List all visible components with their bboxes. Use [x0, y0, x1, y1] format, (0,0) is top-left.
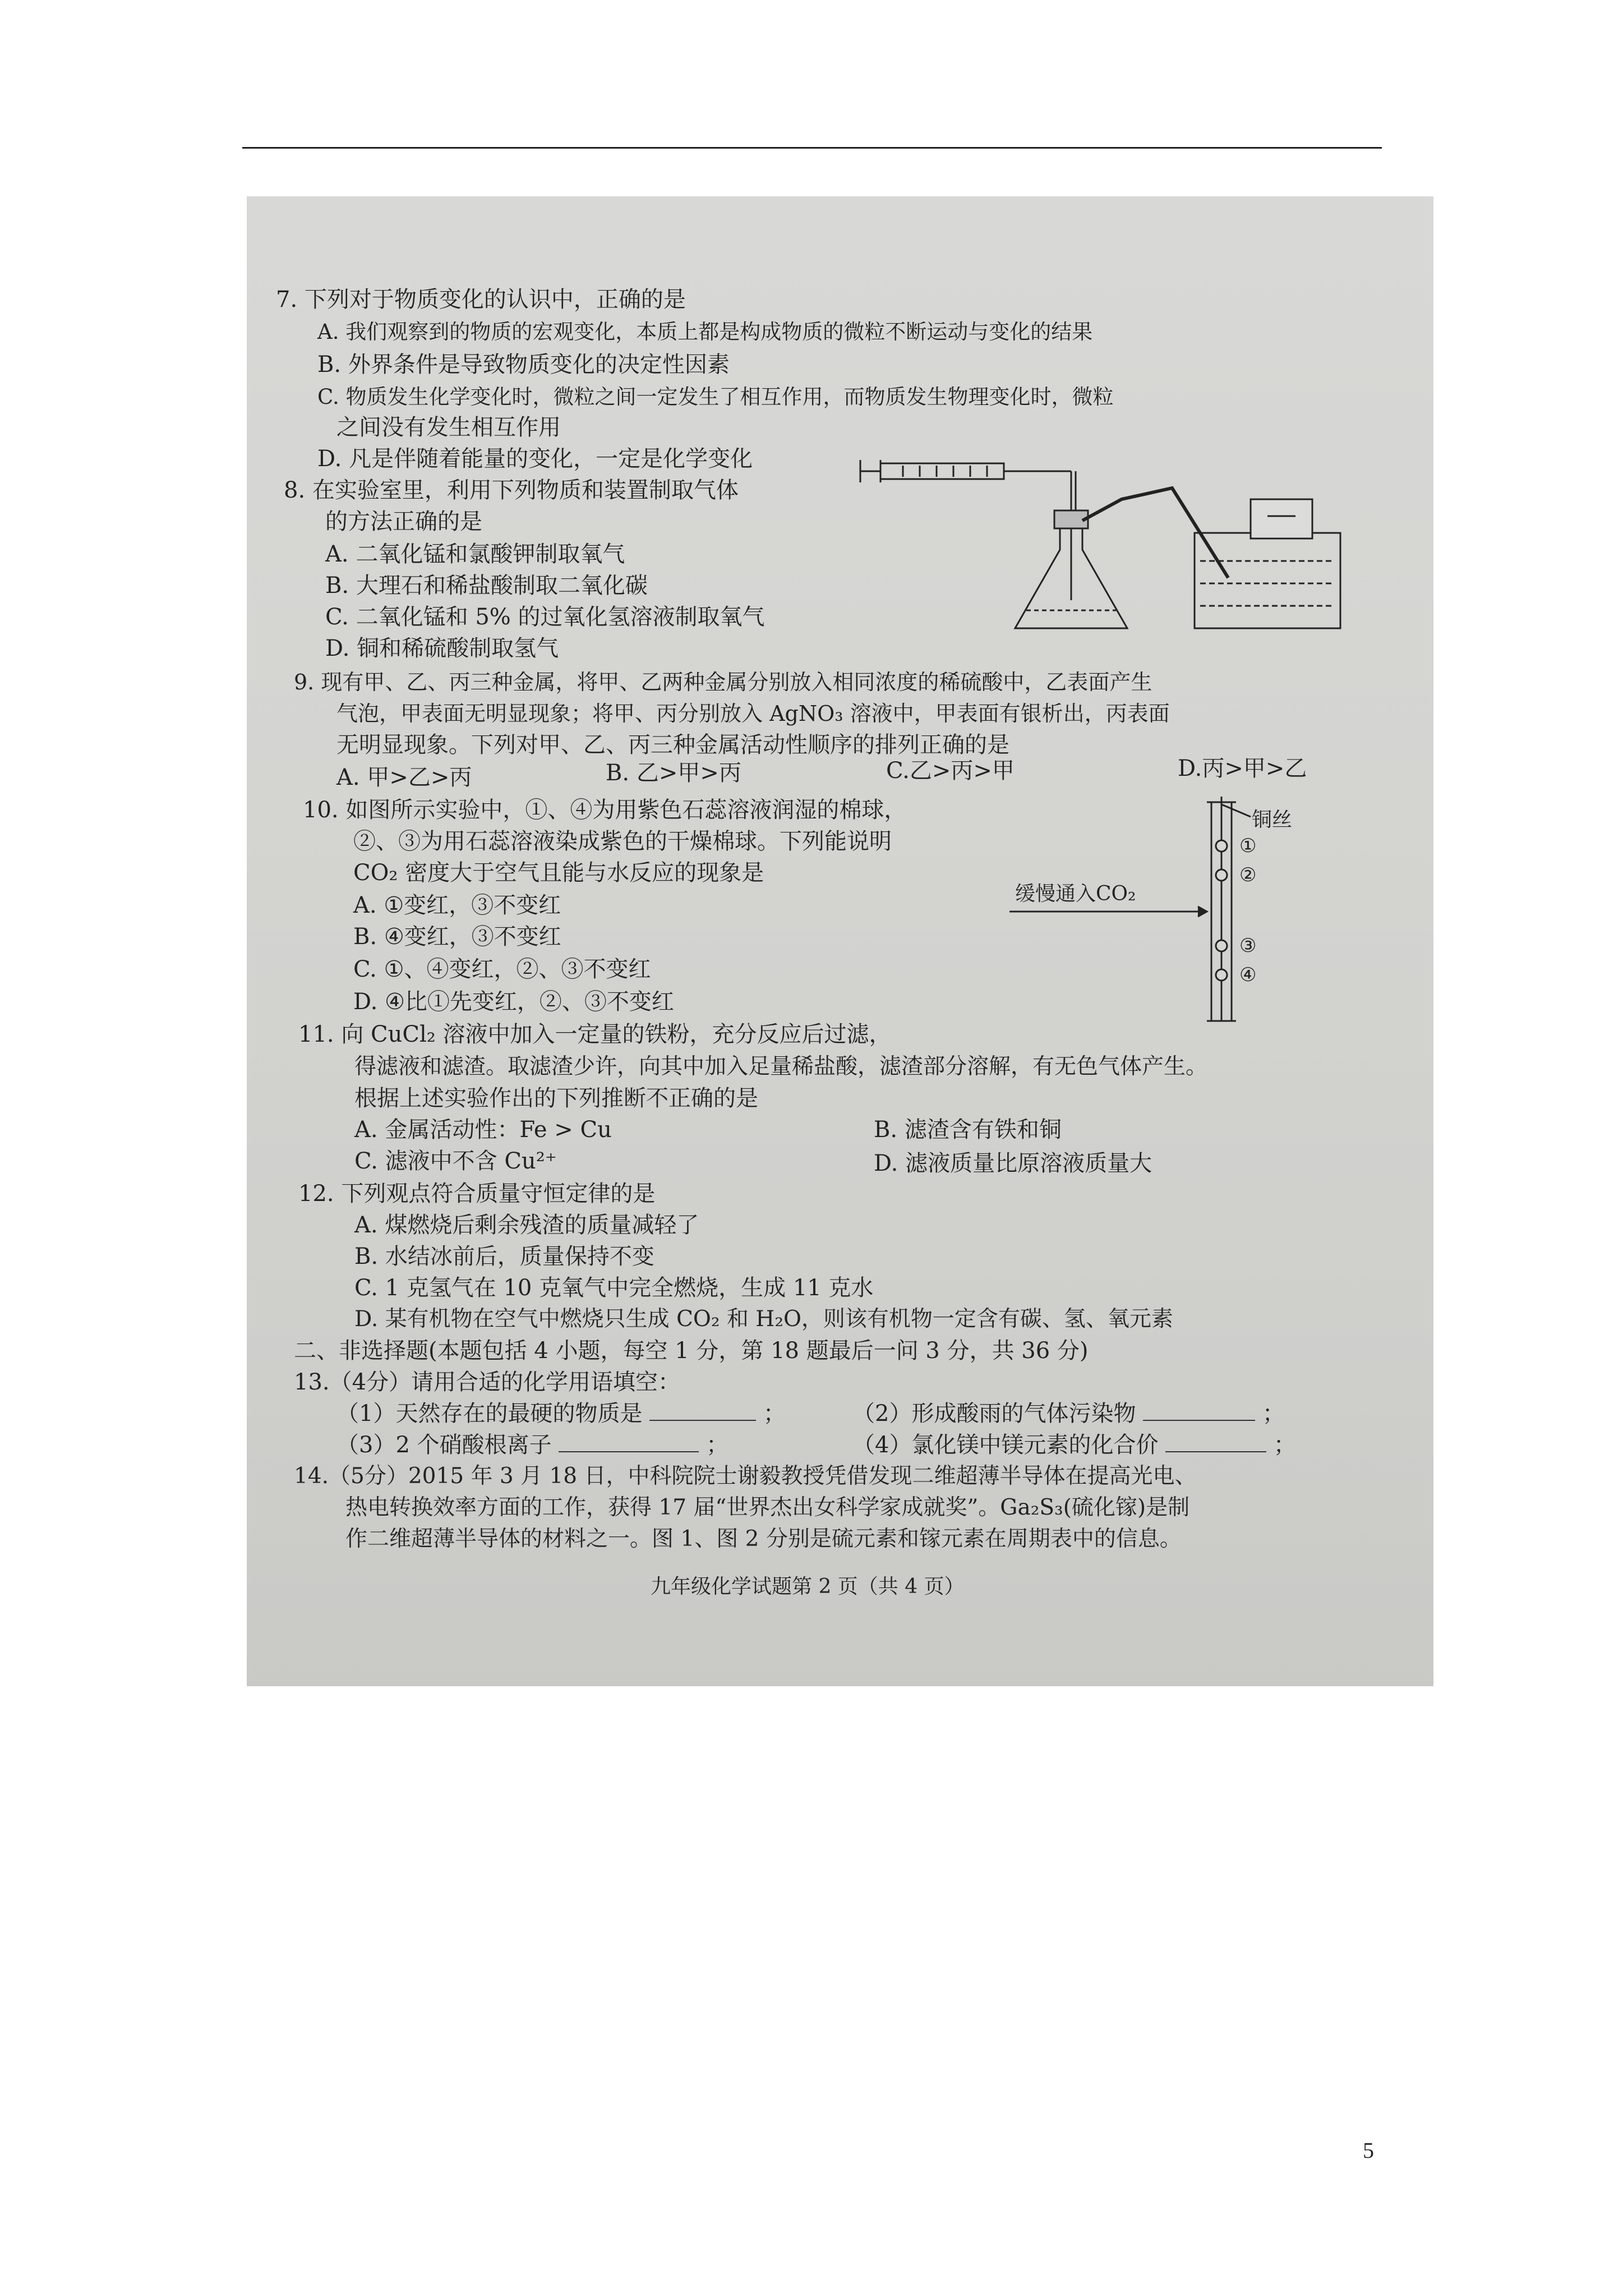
q14-line1: 14.（5分）2015 年 3 月 18 日，中科院院士谢毅教授凭借发现二维超薄半导体在提高光电、 — [294, 1464, 1197, 1489]
q9-option-a: A. 甲>乙>丙 — [336, 765, 472, 790]
q8-option-b: B. 大理石和稀盐酸制取二氧化碳 — [325, 573, 648, 599]
q13-part4-semicolon: ； — [1273, 1432, 1296, 1458]
q13-part4-blank[interactable] — [1165, 1434, 1266, 1452]
q8-option-a: A. 二氧化锰和氯酸钾制取氧气 — [325, 541, 625, 567]
q12-option-a: A. 煤燃烧后剩余残渣的质量减轻了 — [354, 1212, 699, 1238]
q13-part1 — [336, 1400, 786, 1427]
q11-option-d: D. 滤液质量比原溶液质量大 — [874, 1151, 1152, 1176]
q13-part4 — [852, 1432, 1296, 1458]
q12-option-b: B. 水结冰前后，质量保持不变 — [354, 1244, 654, 1269]
q12-stem: 12. 下列观点符合质量守恒定律的是 — [298, 1181, 656, 1207]
q13-part3-text: （3）2 个硝酸根离子 — [336, 1432, 552, 1458]
q11-option-c: C. 滤液中不含 Cu²⁺ — [354, 1148, 557, 1174]
q11-option-a: A. 金属活动性：Fe > Cu — [354, 1117, 612, 1143]
q10-ball-3: ③ — [1239, 935, 1257, 957]
q7-option-b: B. 外界条件是导致物质变化的决定性因素 — [317, 352, 730, 378]
q12-option-d: D. 某有机物在空气中燃烧只生成 CO₂ 和 H₂O，则该有机物一定含有碳、氢、氧元素 — [354, 1306, 1173, 1332]
q10-diagram-label-gas: 缓慢通入CO₂ — [1015, 882, 1136, 905]
q13-stem: 13.（4分）请用合适的化学用语填空： — [294, 1369, 681, 1395]
q10-stem-cont1: ②、③为用石蕊溶液染成紫色的干燥棉球。下列能说明 — [353, 829, 892, 854]
section2-title: 二、非选择题(本题包括 4 小题，每空 1 分，第 18 题最后一问 3 分，共 36 分) — [294, 1338, 1089, 1364]
q10-diagram-label-wire: 铜丝 — [1252, 808, 1293, 831]
q8-option-c: C. 二氧化锰和 5% 的过氧化氢溶液制取氧气 — [325, 604, 765, 630]
q10-stem-cont2: CO₂ 密度大于空气且能与水反应的现象是 — [353, 860, 764, 886]
q13-part3-semicolon: ； — [706, 1432, 729, 1458]
q11-stem-cont2: 根据上述实验作出的下列推断不正确的是 — [354, 1085, 758, 1111]
q7-option-a: A. 我们观察到的物质的宏观变化，本质上都是构成物质的微粒不断运动与变化的结果 — [317, 320, 1093, 344]
q9-stem-cont1: 气泡，甲表面无明显现象；将甲、丙分别放入 AgNO₃ 溶液中，甲表面有银析出，丙表面 — [336, 701, 1170, 726]
q10-stem: 10. 如图所示实验中，①、④为用紫色石蕊溶液润湿的棉球， — [303, 797, 907, 823]
q9-stem: 9. 现有甲、乙、丙三种金属，将甲、乙两种金属分别放入相同浓度的稀硫酸中，乙表面产生 — [294, 670, 1152, 694]
q8-stem: 8. 在实验室里，利用下列物质和装置制取气体 — [284, 477, 739, 503]
q7-option-c: C. 物质发生化学变化时，微粒之间一定发生了相互作用，而物质发生物理变化时，微粒 — [317, 385, 1114, 409]
q13-part3 — [336, 1432, 728, 1458]
q10-option-a: A. ①变红，③不变红 — [353, 892, 561, 918]
q7-option-d: D. 凡是伴随着能量的变化，一定是化学变化 — [317, 446, 753, 472]
q7-option-c-cont: 之间没有发生相互作用 — [336, 415, 561, 440]
q10-option-c: C. ①、④变红，②、③不变红 — [353, 956, 651, 982]
q10-ball-1: ① — [1239, 835, 1257, 857]
q9-option-b: B. 乙>甲>丙 — [606, 760, 741, 786]
q11-option-b: B. 滤渣含有铁和铜 — [874, 1117, 1062, 1143]
q14-line2: 热电转换效率方面的工作，获得 17 届“世界杰出女科学家成就奖”。Ga₂S₃(硫化镓)是制 — [345, 1495, 1190, 1520]
scanned-exam-photo — [247, 196, 1433, 1686]
q10-co2-tube-diagram — [1004, 791, 1340, 1027]
q9-option-d: D.丙>甲>乙 — [1178, 756, 1307, 781]
q10-ball-2: ② — [1239, 864, 1257, 886]
q13-part1-blank[interactable] — [649, 1403, 756, 1421]
q8-option-d: D. 铜和稀硫酸制取氢气 — [325, 636, 559, 661]
page-number: 5 — [1363, 2138, 1374, 2163]
q13-part2 — [852, 1400, 1285, 1427]
q12-option-c: C. 1 克氢气在 10 克氧气中完全燃烧，生成 11 克水 — [354, 1275, 874, 1301]
q9-option-c: C.乙>丙>甲 — [886, 758, 1015, 784]
q8-stem-cont: 的方法正确的是 — [325, 509, 482, 535]
q10-ball-4: ④ — [1239, 964, 1257, 986]
q10-option-d: D. ④比①先变红，②、③不变红 — [353, 989, 674, 1015]
q11-stem-cont1: 得滤液和滤渣。取滤渣少许，向其中加入足量稀盐酸，滤渣部分溶解，有无色气体产生。 — [354, 1054, 1208, 1079]
q14-line3: 作二维超薄半导体的材料之一。图 1、图 2 分别是硫元素和镓元素在周期表中的信息。 — [345, 1526, 1182, 1552]
q10-option-b: B. ④变红，③不变红 — [353, 924, 561, 950]
q13-part2-text: （2）形成酸雨的气体污染物 — [852, 1401, 1136, 1427]
q13-part3-blank[interactable] — [559, 1434, 699, 1452]
q13-part2-semicolon: ； — [1262, 1401, 1285, 1427]
header-rule — [242, 147, 1382, 149]
q13-part1-semicolon: ； — [763, 1401, 786, 1427]
q13-part1-text: （1）天然存在的最硬的物质是 — [336, 1401, 643, 1427]
q13-part2-blank[interactable] — [1143, 1403, 1255, 1421]
q9-stem-cont2: 无明显现象。下列对甲、乙、丙三种金属活动性顺序的排列正确的是 — [336, 732, 1009, 758]
exam-page-footer: 九年级化学试题第 2 页（共 4 页） — [651, 1575, 965, 1598]
q8-gas-apparatus-diagram — [858, 432, 1346, 656]
q11-stem: 11. 向 CuCl₂ 溶液中加入一定量的铁粉，充分反应后过滤， — [298, 1022, 892, 1047]
q7-stem: 7. 下列对于物质变化的认识中，正确的是 — [276, 287, 686, 312]
q13-part4-text: （4）氯化镁中镁元素的化合价 — [852, 1432, 1159, 1458]
